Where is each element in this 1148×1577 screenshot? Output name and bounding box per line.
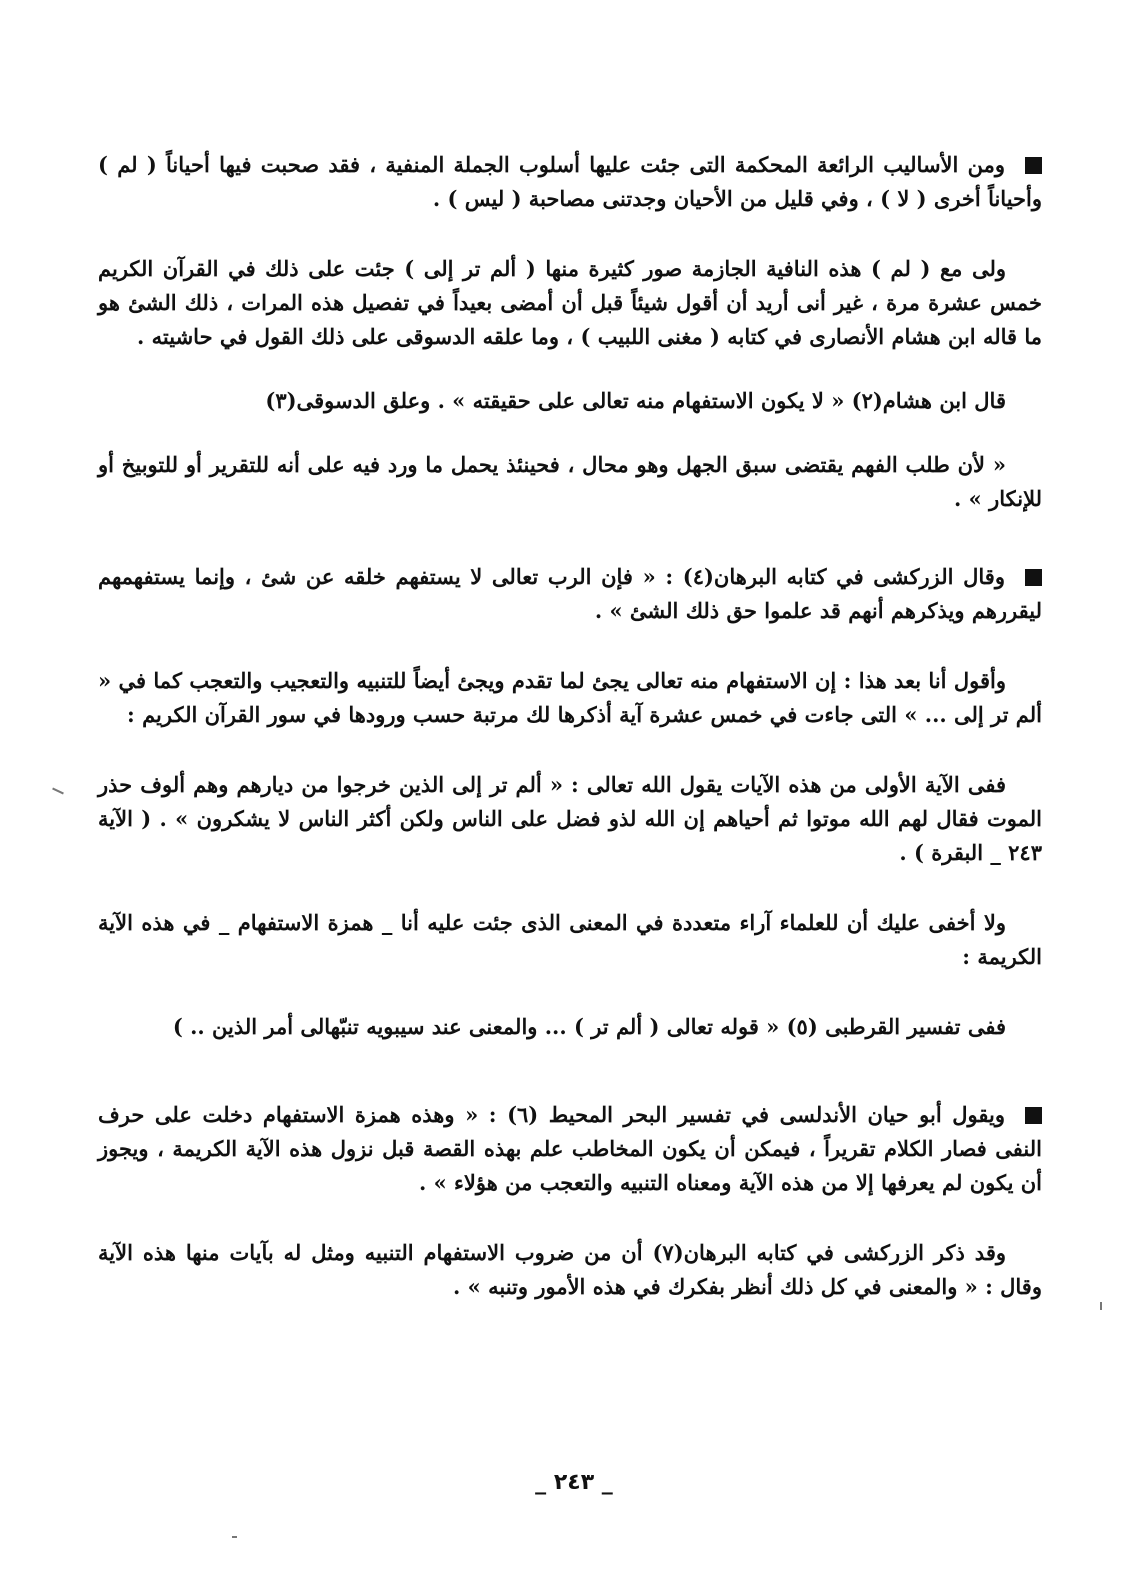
section-marker-icon (1025, 1107, 1042, 1124)
body-text (98, 148, 1042, 1304)
paragraph-1 (98, 148, 1042, 216)
paragraph-5 (98, 560, 1042, 628)
page-number: _ ٢٤٣ _ (535, 1470, 613, 1495)
paragraph-2: ولى مع ( لم ) هذه النافية الجازمة صور كثيرة منها ( ألم تر إلى ) جئت على ذلك في القرآن الكريم خمس عشرة مرة ، غير أنى أريد أن أقول شيئاً قبل أن أمضى بعيداً في تفصيل هذه المرات ، ذلك الشئ هو ما قاله ابن هشام الأنصارى في كتابه ( مغنى اللبيب ) ، وما علقه الدسوقى على ذلك القول في حاشيته . (98, 256, 1042, 349)
paragraph-8: ولا أخفى عليك أن للعلماء آراء متعددة في المعنى الذى جئت عليه أنا _ همزة الاستفهام _ في هذه الآية الكريمة : (98, 910, 1042, 969)
scan-speck (52, 788, 64, 795)
section-marker-icon (1025, 157, 1042, 174)
scan-speck (1100, 1302, 1102, 1310)
paragraph-5-text: وقال الزركشى في كتابه البرهان(٤) : « فإن الرب تعالى لا يستفهم خلقه عن شئ ، وإنما يستفهمهم ليقررهم ويذكرهم أنهم قد علموا حق ذلك الشئ » . (98, 564, 1042, 623)
paragraph-7: ففى الآية الأولى من هذه الآيات يقول الله تعالى : « ألم تر إلى الذين خرجوا من ديارهم وهم ألوف حذر الموت فقال لهم الله موتوا ثم أحياهم إن الله لذو فضل على الناس ولكن أكثر الناس لا يشكرون » . ( الآية ٢٤٣ _ البقرة ) . (98, 772, 1042, 865)
paragraph-10 (98, 1098, 1042, 1200)
section-marker-icon (1025, 569, 1042, 586)
paragraph-10-text: ويقول أبو حيان الأندلسى في تفسير البحر المحيط (٦) : « وهذه همزة الاستفهام دخلت على حرف النفى فصار الكلام تقريراً ، فيمكن أن يكون المخاطب علم بهذه القصة قبل نزول هذه الآية الكريمة ، ويجوز أن يكون لم يعرفها إلا من هذه الآية ومعناه التنبيه والتعجب من هؤلاء » . (98, 1102, 1042, 1195)
paragraph-6: وأقول أنا بعد هذا : إن الاستفهام منه تعالى يجئ لما تقدم ويجئ أيضاً للتنبيه والتعجيب والتعجب كما في « ألم تر إلى ... » التى جاءت في خمس عشرة آية أذكرها لك مرتبة حسب ورودها في سور القرآن الكريم : (98, 668, 1042, 727)
paragraph-9: ففى تفسير القرطبى (٥) « قوله تعالى ( ألم تر ) ... والمعنى عند سيبويه تنبّهالى أمر الذين .. ) (172, 1014, 1006, 1039)
paragraph-1-text: ومن الأساليب الرائعة المحكمة التى جئت عليها أسلوب الجملة المنفية ، فقد صحبت فيها أحياناً ( لم ) وأحياناً أخرى ( لا ) ، وفي قليل من الأحيان وجدتنى مصاحبة ( ليس ) . (98, 152, 1042, 211)
paragraph-3: قال ابن هشام(٢) « لا يكون الاستفهام منه تعالى على حقيقته » . وعلق الدسوقى(٣) (265, 388, 1006, 413)
paragraph-4: « لأن طلب الفهم يقتضى سبق الجهل وهو محال ، فحينئذ يحمل ما ورد فيه على أنه للتقرير أو للتوبيخ أو للإنكار » . (98, 452, 1042, 511)
paragraph-11: وقد ذكر الزركشى في كتابه البرهان(٧) أن من ضروب الاستفهام التنبيه ومثل له بآيات منها هذه الآية وقال : « والمعنى في كل ذلك أنظر بفكرك في هذه الأمور وتنبه » . (98, 1240, 1042, 1299)
scan-speck (232, 1536, 237, 1538)
